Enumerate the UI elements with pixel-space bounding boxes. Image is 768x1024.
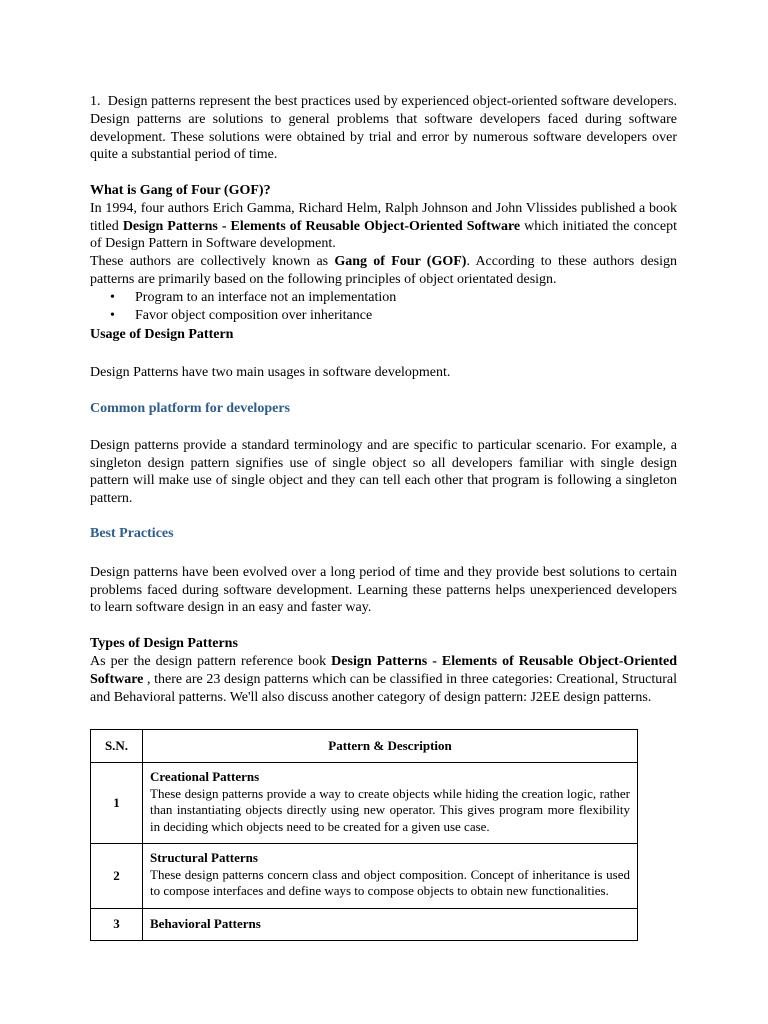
table-row	[91, 763, 638, 844]
principles-list	[90, 289, 677, 325]
row-number: 3	[91, 908, 143, 940]
types-text: As per the design pattern reference book	[90, 653, 332, 669]
gof-p2-text-end: . According to these authors design patterns are primarily based on the following principles of object orientated design.	[90, 254, 677, 287]
pattern-cell	[143, 844, 638, 909]
row-number: 1	[91, 763, 143, 844]
best-practices-paragraph: Design patterns have been evolved over a long period of time and they provide best solutions to certain problems faced during software development. Learning these patterns helps unexperienced developers to learn software design in an easy and faster way.	[90, 564, 677, 616]
table-header-row	[91, 730, 638, 763]
table-row	[91, 908, 638, 940]
pattern-title: Creational Patterns	[150, 769, 260, 784]
common-platform-paragraph: Design patterns provide a standard terminology and are specific to particular scenario. For example, a singleton design pattern signifies use of single object so all developers familiar with single design pattern will make use of single object and they can tell each other that program is following a singleton pattern.	[90, 437, 677, 507]
table-row	[91, 844, 638, 909]
types-paragraph	[90, 653, 677, 706]
gof-heading: What is Gang of Four (GOF)?	[90, 182, 271, 198]
row-number: 2	[91, 844, 143, 909]
gof-name: Gang of Four (GOF)	[334, 254, 467, 270]
gof-paragraph-1	[90, 200, 677, 253]
document-page	[90, 93, 677, 706]
intro-paragraph: 1. Design patterns represent the best practices used by experienced object-oriented software developers. Design patterns are solutions to general problems that software developers faced during software development. These solutions were obtained by trial and error by numerous software developers over quite a substantial period of time.	[90, 94, 677, 163]
usage-paragraph: Design Patterns have two main usages in software development.	[90, 365, 451, 381]
pattern-title: Structural Patterns	[150, 850, 258, 865]
gof-p1-text: In 1994, four authors Erich Gamma, Richard Helm, Ralph Johnson and John Vlissides published a book titled	[90, 200, 677, 234]
gof-p2-text: These authors are collectively known as	[90, 254, 335, 270]
pattern-cell	[143, 908, 638, 940]
patterns-table	[90, 729, 638, 941]
pattern-title: Behavioral Patterns	[150, 915, 261, 931]
usage-heading: Usage of Design Pattern	[90, 327, 234, 343]
best-practices-heading: Best Practices	[90, 525, 174, 541]
types-book-title: Design Patterns - Elements of Reusable Object-Oriented Software	[90, 653, 678, 687]
gof-paragraph-2	[90, 253, 677, 289]
gof-p1-text-end: which initiated the concept of Design Pattern in Software development.	[90, 218, 677, 252]
pattern-description: These design patterns concern class and object composition. Concept of inheritance is used to compose interfaces and define ways to compose objects to obtain new functionalities.	[150, 866, 630, 898]
column-header-pattern: Pattern & Description	[143, 730, 638, 763]
book-title: Design Patterns - Elements of Reusable Object-Oriented Software	[122, 218, 521, 234]
pattern-cell	[143, 763, 638, 844]
common-platform-heading: Common platform for developers	[90, 400, 290, 416]
pattern-description: These design patterns provide a way to create objects while hiding the creation logic, rather than instantiating objects directly using new operator. This gives program more flexibility in deciding which objects need to be created for a given use case.	[150, 785, 630, 834]
list-item: • Favor object composition over inheritance	[110, 307, 677, 325]
types-heading: Types of Design Patterns	[90, 636, 238, 652]
column-header-sn: S.N.	[91, 730, 143, 763]
list-item: • Program to an interface not an implementation	[110, 289, 677, 307]
types-text-end: , there are 23 design patterns which can be classified in three categories: Creational, Structural and Behavioral patterns. We'll also discuss another category of design pattern: J2EE design patterns.	[90, 671, 677, 705]
